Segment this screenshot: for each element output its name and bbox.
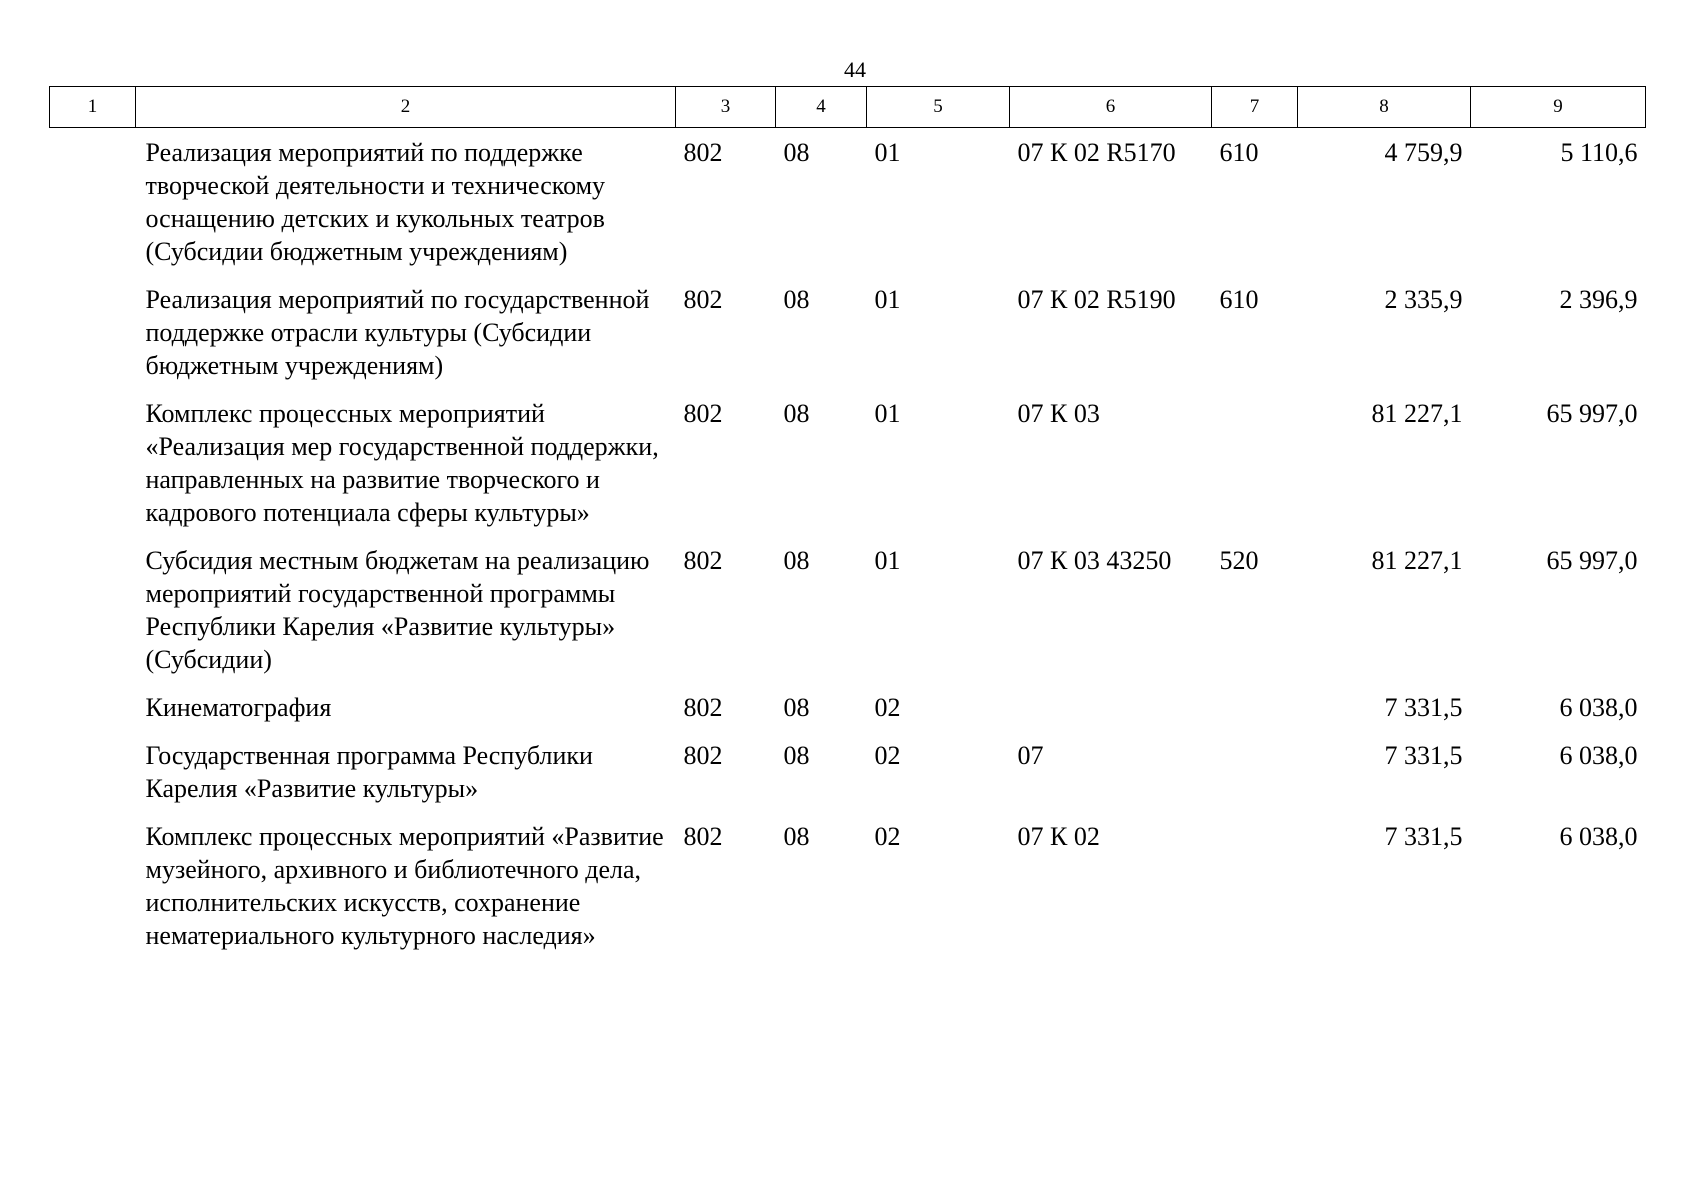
row-subsection: 01 — [874, 285, 901, 314]
row-amount-year1: 7 331,5 — [1384, 693, 1463, 722]
table-row — [50, 283, 1646, 397]
row-ministry: 802 — [683, 285, 723, 314]
row-description: Государственная программа Республики Карелия «Развитие культуры» — [145, 741, 593, 803]
row-ministry: 802 — [683, 399, 723, 428]
row-target-article — [1010, 691, 1212, 739]
column-header-4: 4 — [776, 87, 867, 128]
row-index-cell — [50, 128, 136, 284]
row-amount-year2: 6 038,0 — [1559, 822, 1638, 851]
row-amount-year2: 6 038,0 — [1559, 741, 1638, 770]
row-description: Реализация мероприятий по поддержке творческой деятельности и техническому оснащению детских и кукольных театров (Субсидии бюджетным учреждениям) — [145, 138, 606, 266]
row-section: 08 — [783, 285, 810, 314]
row-ministry: 802 — [683, 741, 723, 770]
row-amount-year1: 7 331,5 — [1384, 741, 1463, 770]
row-target-article: 07 К 02 R5190 — [1017, 285, 1176, 314]
row-index-cell — [50, 739, 136, 820]
row-amount-year1: 81 227,1 — [1371, 546, 1463, 575]
row-subsection: 01 — [874, 399, 901, 428]
row-subsection: 01 — [874, 546, 901, 575]
row-description: Комплекс процессных мероприятий «Развитие музейного, архивного и библиотечного дела, исполнительских искусств, сохранение нематериального культурного наследия» — [145, 822, 664, 950]
row-section: 08 — [783, 741, 810, 770]
row-description: Кинематография — [145, 693, 332, 722]
row-ministry: 802 — [683, 546, 723, 575]
column-header-2: 2 — [136, 87, 676, 128]
table-row — [50, 544, 1646, 691]
row-amount-year1: 2 335,9 — [1384, 285, 1463, 314]
row-amount-year2: 2 396,9 — [1559, 285, 1638, 314]
table-row — [50, 128, 1646, 284]
column-numbers-row — [50, 87, 1646, 128]
row-amount-year1: 7 331,5 — [1384, 822, 1463, 851]
row-amount-year1: 81 227,1 — [1371, 399, 1463, 428]
page-number: 44 — [844, 57, 866, 82]
row-description: Комплекс процессных мероприятий «Реализация мер государственной поддержки, направленных на развитие творческого и кадрового потенциала сферы культуры» — [145, 399, 659, 527]
row-amount-year1: 4 759,9 — [1384, 138, 1463, 167]
row-ministry: 802 — [683, 138, 723, 167]
row-subsection: 01 — [874, 138, 901, 167]
row-amount-year2: 65 997,0 — [1546, 399, 1638, 428]
row-target-article: 07 К 03 43250 — [1017, 546, 1172, 575]
row-target-article: 07 К 02 R5170 — [1017, 138, 1176, 167]
row-expense-type — [1212, 739, 1298, 820]
row-index-cell — [50, 283, 136, 397]
table-row — [50, 397, 1646, 544]
row-amount-year2: 65 997,0 — [1546, 546, 1638, 575]
row-expense-type: 520 — [1219, 546, 1259, 575]
row-target-article: 07 — [1017, 741, 1044, 770]
row-target-article: 07 К 03 — [1017, 399, 1100, 428]
row-amount-year2: 5 110,6 — [1560, 138, 1638, 167]
row-description: Субсидия местным бюджетам на реализацию мероприятий государственной программы Республики Карелия «Развитие культуры» (Субсидии) — [145, 546, 650, 674]
row-ministry: 802 — [683, 693, 723, 722]
row-section: 08 — [783, 138, 810, 167]
row-index-cell — [50, 397, 136, 544]
row-expense-type — [1212, 691, 1298, 739]
row-amount-year2: 6 038,0 — [1559, 693, 1638, 722]
row-expense-type: 610 — [1219, 285, 1259, 314]
row-index-cell — [50, 544, 136, 691]
budget-table — [49, 86, 1646, 967]
row-subsection: 02 — [874, 822, 901, 851]
row-subsection: 02 — [874, 741, 901, 770]
row-section: 08 — [783, 399, 810, 428]
row-section: 08 — [783, 822, 810, 851]
row-description: Реализация мероприятий по государственной поддержке отрасли культуры (Субсидии бюджетным учреждениям) — [145, 285, 650, 380]
column-header-6: 6 — [1010, 87, 1212, 128]
row-ministry: 802 — [683, 822, 723, 851]
column-header-8: 8 — [1298, 87, 1471, 128]
table-header — [50, 87, 1646, 128]
table-body — [50, 128, 1646, 968]
column-header-5: 5 — [867, 87, 1010, 128]
column-header-1: 1 — [50, 87, 136, 128]
row-expense-type: 610 — [1219, 138, 1259, 167]
row-subsection: 02 — [874, 693, 901, 722]
column-header-3: 3 — [676, 87, 776, 128]
row-expense-type — [1212, 397, 1298, 544]
row-section: 08 — [783, 546, 810, 575]
row-target-article: 07 К 02 — [1017, 822, 1100, 851]
row-index-cell — [50, 691, 136, 739]
table-row — [50, 739, 1646, 820]
column-header-7: 7 — [1212, 87, 1298, 128]
table-row — [50, 820, 1646, 967]
row-expense-type — [1212, 820, 1298, 967]
column-header-9: 9 — [1471, 87, 1646, 128]
table-row — [50, 691, 1646, 739]
row-section: 08 — [783, 693, 810, 722]
row-index-cell — [50, 820, 136, 967]
